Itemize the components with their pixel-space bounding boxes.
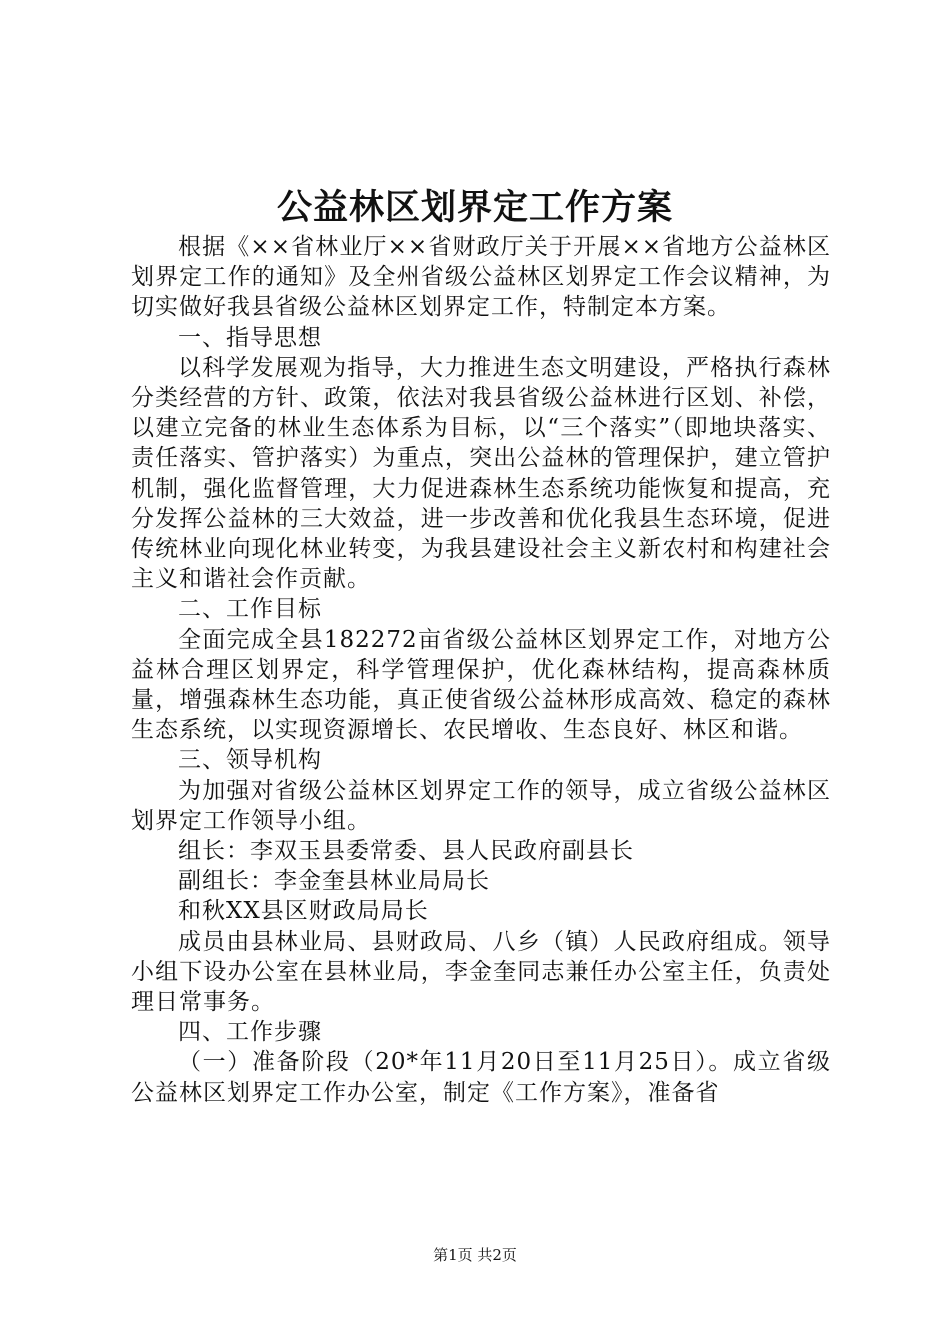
- document-title: 公益林区划界定工作方案: [276, 187, 673, 228]
- paragraph-leadership-intro: 为加强对省级公益林区划界定工作的领导，成立省级公益林区划界定工作领导小组。: [131, 777, 831, 834]
- paragraph-guiding-thought: 以科学发展观为指导，大力推进生态文明建设，严格执行森林分类经营的方针、政策，依法对我县省级公益林进行区划、补偿，以建立完备的林业生态体系为目标，以“三个落实”（即地块落实、责任落实、管护落实）为重点，突出公益林的管理保护，建立管护机制，强化监督管理，大力促进森林生态系统功能恢复和提高，充分发挥公益林的三大效益，进一步改善和优化我县生态环境，促进传统林业向现化林业转变，为我县建设社会主义新农村和构建社会主义和谐社会作贡献。: [131, 354, 831, 593]
- paragraph-group-leader: 组长：李双玉县委常委、县人民政府副县长: [178, 838, 634, 865]
- paragraph-deputy-leader-2: 和秋XX县区财政局局长: [178, 898, 429, 925]
- paragraph-members: 成员由县林业局、县财政局、八乡（镇）人民政府组成。领导小组下设办公室在县林业局，李金奎同志兼任办公室主任，负责处理日常事务。: [131, 928, 831, 1016]
- section-heading-work-steps: 四、工作步骤: [178, 1019, 322, 1046]
- section-heading-leadership: 三、领导机构: [178, 747, 322, 774]
- document-body: [131, 232, 831, 1108]
- paragraph-preparation-stage: （一）准备阶段（20*年11月20日至11月25日）。成立省级公益林区划界定工作办公室，制定《工作方案》，准备省: [131, 1049, 831, 1106]
- page-footer: 第1页 共2页: [433, 1246, 517, 1264]
- section-heading-guiding-thought: 一、指导思想: [178, 324, 322, 351]
- paragraph-deputy-leader: 副组长：李金奎县林业局局长: [178, 868, 490, 895]
- section-heading-work-goals: 二、工作目标: [178, 596, 322, 623]
- paragraph-work-goals: 全面完成全县182272亩省级公益林区划界定工作，对地方公益林合理区划界定，科学管理保护，优化森林结构，提高森林质量，增强森林生态功能，真正使省级公益林形成高效、稳定的森林生态系统，以实现资源增长、农民增收、生态良好、林区和谐。: [131, 626, 831, 744]
- paragraph-intro: 根据《××省林业厅××省财政厅关于开展××省地方公益林区划界定工作的通知》及全州省级公益林区划界定工作会议精神，为切实做好我县省级公益林区划界定工作，特制定本方案。: [131, 234, 831, 321]
